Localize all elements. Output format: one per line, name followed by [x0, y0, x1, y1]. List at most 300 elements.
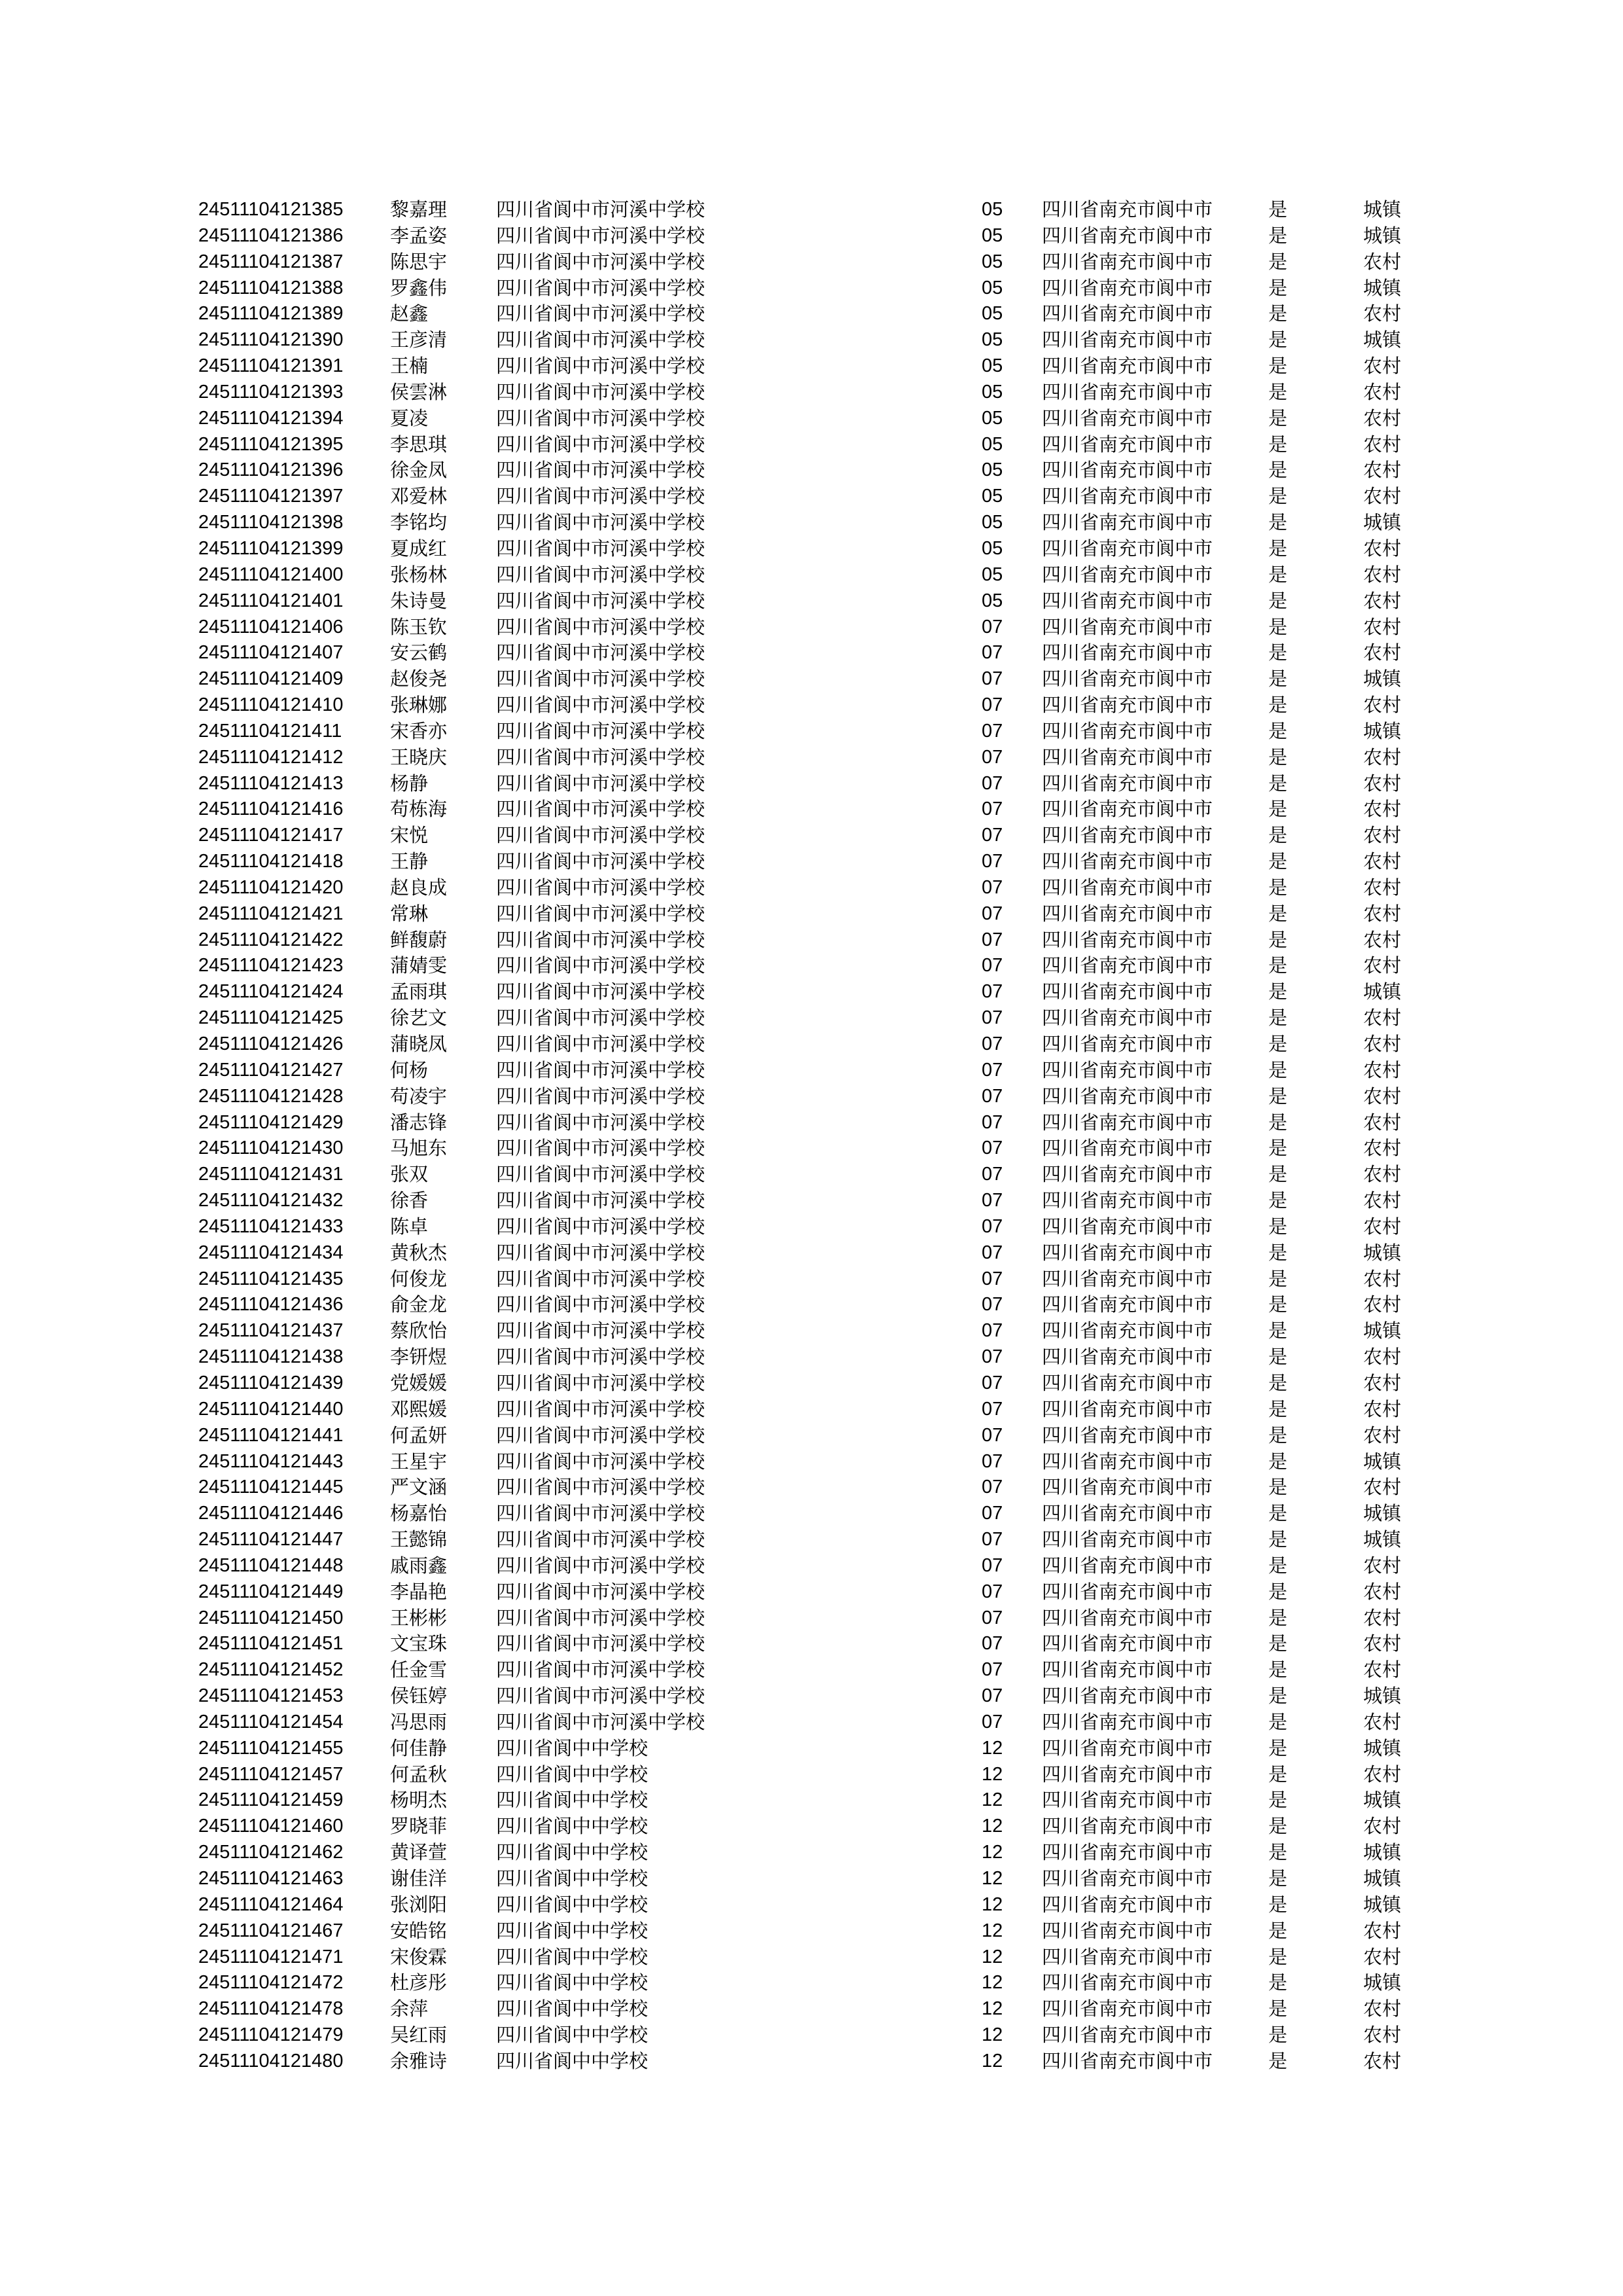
flag-cell: 是 — [1268, 1397, 1288, 1420]
student-name-cell: 马旭东 — [390, 1137, 448, 1160]
student-name-cell: 徐金凤 — [390, 459, 448, 482]
school-cell: 四川省阆中市河溪中学校 — [496, 1085, 705, 1107]
exam-number-cell: 24511104121416 — [198, 798, 344, 820]
flag-cell: 是 — [1268, 980, 1288, 1003]
residence-type-cell: 农村 — [1363, 1606, 1402, 1629]
school-cell: 四川省阆中市河溪中学校 — [496, 876, 705, 899]
school-cell: 四川省阆中市河溪中学校 — [496, 1424, 705, 1446]
region-cell: 四川省南充市阆中市 — [1042, 1945, 1213, 1968]
code-cell: 07 — [982, 1581, 1003, 1602]
flag-cell: 是 — [1268, 772, 1288, 795]
residence-type-cell: 农村 — [1363, 1815, 1402, 1838]
table-row — [0, 1500, 1623, 1526]
code-cell: 12 — [982, 1920, 1003, 1941]
student-name-cell: 蔡欣怡 — [390, 1319, 448, 1342]
region-cell: 四川省南充市阆中市 — [1042, 1215, 1213, 1238]
code-cell: 12 — [982, 1789, 1003, 1811]
school-cell: 四川省阆中中学校 — [496, 1945, 649, 1968]
school-cell: 四川省阆中市河溪中学校 — [496, 589, 705, 612]
code-cell: 05 — [982, 512, 1003, 533]
code-cell: 07 — [982, 1398, 1003, 1420]
student-name-cell: 邓熙媛 — [390, 1397, 448, 1420]
student-name-cell: 陈玉钦 — [390, 615, 448, 638]
student-name-cell: 杨明杰 — [390, 1789, 448, 1812]
code-cell: 07 — [982, 720, 1003, 742]
student-name-cell: 徐香 — [390, 1189, 429, 1212]
school-cell: 四川省阆中市河溪中学校 — [496, 1007, 705, 1030]
school-cell: 四川省阆中市河溪中学校 — [496, 641, 705, 664]
exam-number-cell: 24511104121412 — [198, 746, 344, 768]
residence-type-cell: 城镇 — [1363, 668, 1402, 691]
region-cell: 四川省南充市阆中市 — [1042, 798, 1213, 821]
residence-type-cell: 城镇 — [1363, 1893, 1402, 1916]
residence-type-cell: 农村 — [1363, 1189, 1402, 1212]
school-cell: 四川省阆中市河溪中学校 — [496, 668, 705, 691]
residence-type-cell: 农村 — [1363, 694, 1402, 717]
code-cell: 07 — [982, 1215, 1003, 1237]
flag-cell: 是 — [1268, 1710, 1288, 1733]
region-cell: 四川省南充市阆中市 — [1042, 615, 1213, 638]
region-cell: 四川省南充市阆中市 — [1042, 1841, 1213, 1864]
region-cell: 四川省南充市阆中市 — [1042, 928, 1213, 951]
flag-cell: 是 — [1268, 511, 1288, 534]
residence-type-cell: 农村 — [1363, 1554, 1402, 1577]
school-cell: 四川省阆中市河溪中学校 — [496, 1346, 705, 1369]
table-row — [0, 327, 1623, 353]
residence-type-cell: 城镇 — [1363, 1971, 1402, 1994]
residence-type-cell: 农村 — [1363, 1998, 1402, 2020]
exam-number-cell: 24511104121441 — [198, 1424, 344, 1446]
code-cell: 05 — [982, 355, 1003, 377]
exam-number-cell: 24511104121393 — [198, 381, 344, 403]
table-row — [0, 952, 1623, 978]
exam-number-cell: 24511104121451 — [198, 1633, 344, 1655]
table-row — [0, 1135, 1623, 1161]
exam-number-cell: 24511104121480 — [198, 2050, 344, 2072]
table-row — [0, 848, 1623, 874]
exam-number-cell: 24511104121448 — [198, 1554, 344, 1576]
exam-number-cell: 24511104121406 — [198, 616, 344, 637]
school-cell: 四川省阆中市河溪中学校 — [496, 1267, 705, 1290]
school-cell: 四川省阆中市河溪中学校 — [496, 1163, 705, 1186]
student-name-cell: 王晓庆 — [390, 745, 448, 768]
school-cell: 四川省阆中市河溪中学校 — [496, 537, 705, 560]
exam-number-cell: 24511104121433 — [198, 1215, 344, 1237]
school-cell: 四川省阆中市河溪中学校 — [496, 954, 705, 977]
residence-type-cell: 农村 — [1363, 355, 1402, 378]
table-row — [0, 1109, 1623, 1136]
region-cell: 四川省南充市阆中市 — [1042, 745, 1213, 768]
table-row — [0, 1630, 1623, 1657]
code-cell: 05 — [982, 381, 1003, 403]
exam-number-cell: 24511104121443 — [198, 1450, 344, 1472]
code-cell: 07 — [982, 981, 1003, 1003]
student-name-cell: 李钘煜 — [390, 1346, 448, 1369]
exam-number-cell: 24511104121417 — [198, 825, 344, 846]
table-row — [0, 1266, 1623, 1292]
student-name-cell: 杨嘉怡 — [390, 1502, 448, 1525]
region-cell: 四川省南充市阆中市 — [1042, 668, 1213, 691]
school-cell: 四川省阆中市河溪中学校 — [496, 615, 705, 638]
flag-cell: 是 — [1268, 276, 1288, 299]
student-name-cell: 赵良成 — [390, 876, 448, 899]
code-cell: 07 — [982, 903, 1003, 924]
table-row — [0, 2048, 1623, 2074]
table-row — [0, 1709, 1623, 1735]
student-name-cell: 何孟妍 — [390, 1424, 448, 1446]
residence-type-cell: 农村 — [1363, 954, 1402, 977]
table-row — [0, 353, 1623, 379]
flag-cell: 是 — [1268, 406, 1288, 429]
residence-type-cell: 农村 — [1363, 1215, 1402, 1238]
region-cell: 四川省南充市阆中市 — [1042, 824, 1213, 847]
flag-cell: 是 — [1268, 1267, 1288, 1290]
student-name-cell: 罗鑫伟 — [390, 276, 448, 299]
flag-cell: 是 — [1268, 1763, 1288, 1785]
student-name-cell: 王彦清 — [390, 329, 448, 351]
residence-type-cell: 农村 — [1363, 1111, 1402, 1134]
region-cell: 四川省南充市阆中市 — [1042, 589, 1213, 612]
student-name-cell: 张双 — [390, 1163, 429, 1186]
school-cell: 四川省阆中市河溪中学校 — [496, 1632, 705, 1655]
exam-number-cell: 24511104121401 — [198, 590, 344, 611]
flag-cell: 是 — [1268, 1867, 1288, 1890]
code-cell: 07 — [982, 1138, 1003, 1159]
exam-number-cell: 24511104121399 — [198, 537, 344, 559]
flag-cell: 是 — [1268, 1424, 1288, 1446]
exam-number-cell: 24511104121454 — [198, 1711, 344, 1732]
table-row — [0, 874, 1623, 901]
code-cell: 05 — [982, 407, 1003, 429]
table-row — [0, 457, 1623, 483]
exam-number-cell: 24511104121411 — [198, 720, 342, 742]
student-name-cell: 任金雪 — [390, 1659, 448, 1681]
code-cell: 05 — [982, 224, 1003, 246]
student-name-cell: 安云鹤 — [390, 641, 448, 664]
region-cell: 四川省南充市阆中市 — [1042, 276, 1213, 299]
code-cell: 07 — [982, 1190, 1003, 1211]
region-cell: 四川省南充市阆中市 — [1042, 1580, 1213, 1603]
code-cell: 12 — [982, 1816, 1003, 1837]
region-cell: 四川省南充市阆中市 — [1042, 719, 1213, 742]
flag-cell: 是 — [1268, 1371, 1288, 1394]
student-name-cell: 文宝珠 — [390, 1632, 448, 1655]
flag-cell: 是 — [1268, 1632, 1288, 1655]
code-cell: 07 — [982, 1633, 1003, 1655]
flag-cell: 是 — [1268, 1111, 1288, 1134]
residence-type-cell: 农村 — [1363, 1659, 1402, 1681]
region-cell: 四川省南充市阆中市 — [1042, 1971, 1213, 1994]
exam-number-cell: 24511104121429 — [198, 1111, 344, 1133]
exam-number-cell: 24511104121427 — [198, 1059, 344, 1081]
student-name-cell: 俞金龙 — [390, 1293, 448, 1316]
school-cell: 四川省阆中市河溪中学校 — [496, 1502, 705, 1525]
flag-cell: 是 — [1268, 1841, 1288, 1864]
flag-cell: 是 — [1268, 1007, 1288, 1030]
table-row — [0, 614, 1623, 640]
table-row — [0, 1187, 1623, 1213]
residence-type-cell: 农村 — [1363, 745, 1402, 768]
student-name-cell: 吴红雨 — [390, 2024, 448, 2047]
residence-type-cell: 农村 — [1363, 1397, 1402, 1420]
flag-cell: 是 — [1268, 850, 1288, 873]
region-cell: 四川省南充市阆中市 — [1042, 694, 1213, 717]
code-cell: 07 — [982, 1607, 1003, 1628]
exam-number-cell: 24511104121452 — [198, 1659, 344, 1681]
exam-number-cell: 24511104121440 — [198, 1398, 344, 1420]
flag-cell: 是 — [1268, 1293, 1288, 1316]
residence-type-cell: 城镇 — [1363, 276, 1402, 299]
region-cell: 四川省南充市阆中市 — [1042, 537, 1213, 560]
exam-number-cell: 24511104121391 — [198, 355, 344, 377]
exam-number-cell: 24511104121464 — [198, 1893, 344, 1915]
flag-cell: 是 — [1268, 459, 1288, 482]
region-cell: 四川省南充市阆中市 — [1042, 1111, 1213, 1134]
school-cell: 四川省阆中市河溪中学校 — [496, 798, 705, 821]
code-cell: 07 — [982, 642, 1003, 664]
student-name-cell: 张杨林 — [390, 563, 448, 586]
table-row — [0, 1318, 1623, 1344]
student-name-cell: 常琳 — [390, 902, 429, 925]
code-cell: 12 — [982, 1737, 1003, 1759]
code-cell: 07 — [982, 772, 1003, 794]
residence-type-cell: 城镇 — [1363, 511, 1402, 534]
student-name-cell: 赵俊尧 — [390, 668, 448, 691]
school-cell: 四川省阆中市河溪中学校 — [496, 1450, 705, 1473]
region-cell: 四川省南充市阆中市 — [1042, 641, 1213, 664]
school-cell: 四川省阆中市河溪中学校 — [496, 302, 705, 325]
region-cell: 四川省南充市阆中市 — [1042, 2049, 1213, 2072]
school-cell: 四川省阆中市河溪中学校 — [496, 1397, 705, 1420]
region-cell: 四川省南充市阆中市 — [1042, 772, 1213, 795]
code-cell: 12 — [982, 2050, 1003, 2072]
residence-type-cell: 农村 — [1363, 1137, 1402, 1160]
code-cell: 07 — [982, 1685, 1003, 1707]
student-name-cell: 陈卓 — [390, 1215, 429, 1238]
school-cell: 四川省阆中中学校 — [496, 1998, 649, 2020]
region-cell: 四川省南充市阆中市 — [1042, 1267, 1213, 1290]
region-cell: 四川省南充市阆中市 — [1042, 1346, 1213, 1369]
flag-cell: 是 — [1268, 1058, 1288, 1081]
table-row — [0, 1344, 1623, 1370]
student-name-cell: 陈思宇 — [390, 250, 448, 273]
table-row — [0, 1579, 1623, 1605]
student-name-cell: 苟凌宇 — [390, 1085, 448, 1107]
school-cell: 四川省阆中中学校 — [496, 1841, 649, 1864]
school-cell: 四川省阆中市河溪中学校 — [496, 1528, 705, 1551]
table-row — [0, 431, 1623, 457]
student-name-cell: 苟栋海 — [390, 798, 448, 821]
code-cell: 12 — [982, 1842, 1003, 1863]
table-row — [0, 1892, 1623, 1918]
table-row — [0, 901, 1623, 927]
code-cell: 05 — [982, 277, 1003, 298]
school-cell: 四川省阆中市河溪中学校 — [496, 459, 705, 482]
code-cell: 07 — [982, 1111, 1003, 1133]
flag-cell: 是 — [1268, 1137, 1288, 1160]
table-row — [0, 405, 1623, 431]
region-cell: 四川省南充市阆中市 — [1042, 198, 1213, 221]
student-name-cell: 党媛媛 — [390, 1371, 448, 1394]
region-cell: 四川省南充市阆中市 — [1042, 902, 1213, 925]
student-name-cell: 王楠 — [390, 355, 429, 378]
exam-number-cell: 24511104121432 — [198, 1190, 344, 1211]
residence-type-cell: 城镇 — [1363, 1241, 1402, 1264]
code-cell: 07 — [982, 1424, 1003, 1446]
exam-number-cell: 24511104121426 — [198, 1033, 344, 1054]
flag-cell: 是 — [1268, 615, 1288, 638]
region-cell: 四川省南充市阆中市 — [1042, 876, 1213, 899]
residence-type-cell: 农村 — [1363, 876, 1402, 899]
region-cell: 四川省南充市阆中市 — [1042, 563, 1213, 586]
exam-number-cell: 24511104121424 — [198, 981, 344, 1003]
school-cell: 四川省阆中市河溪中学校 — [496, 511, 705, 534]
exam-number-cell: 24511104121446 — [198, 1503, 344, 1524]
table-row — [0, 978, 1623, 1005]
school-cell: 四川省阆中市河溪中学校 — [496, 406, 705, 429]
school-cell: 四川省阆中中学校 — [496, 1867, 649, 1890]
table-row — [0, 744, 1623, 770]
code-cell: 07 — [982, 1164, 1003, 1185]
residence-type-cell: 农村 — [1363, 1763, 1402, 1785]
code-cell: 12 — [982, 2024, 1003, 2046]
flag-cell: 是 — [1268, 1606, 1288, 1629]
table-row — [0, 1031, 1623, 1057]
region-cell: 四川省南充市阆中市 — [1042, 1867, 1213, 1890]
student-name-cell: 何杨 — [390, 1058, 429, 1081]
student-name-cell: 宋悦 — [390, 824, 429, 847]
residence-type-cell: 农村 — [1363, 302, 1402, 325]
school-cell: 四川省阆中市河溪中学校 — [496, 694, 705, 717]
school-cell: 四川省阆中市河溪中学校 — [496, 1241, 705, 1264]
flag-cell: 是 — [1268, 1163, 1288, 1186]
table-row — [0, 1005, 1623, 1031]
exam-number-cell: 24511104121425 — [198, 1007, 344, 1029]
residence-type-cell: 农村 — [1363, 772, 1402, 795]
school-cell: 四川省阆中市河溪中学校 — [496, 329, 705, 351]
residence-type-cell: 城镇 — [1363, 980, 1402, 1003]
school-cell: 四川省阆中市河溪中学校 — [496, 1606, 705, 1629]
student-name-cell: 杜彦彤 — [390, 1971, 448, 1994]
residence-type-cell: 农村 — [1363, 485, 1402, 508]
school-cell: 四川省阆中市河溪中学校 — [496, 250, 705, 273]
student-table — [0, 196, 1623, 2074]
region-cell: 四川省南充市阆中市 — [1042, 433, 1213, 456]
exam-number-cell: 24511104121463 — [198, 1868, 344, 1889]
residence-type-cell: 农村 — [1363, 250, 1402, 273]
school-cell: 四川省阆中市河溪中学校 — [496, 1137, 705, 1160]
school-cell: 四川省阆中市河溪中学校 — [496, 1554, 705, 1577]
residence-type-cell: 农村 — [1363, 537, 1402, 560]
exam-number-cell: 24511104121394 — [198, 407, 344, 429]
code-cell: 07 — [982, 1529, 1003, 1551]
student-name-cell: 夏凌 — [390, 406, 429, 429]
exam-number-cell: 24511104121389 — [198, 303, 344, 325]
school-cell: 四川省阆中市河溪中学校 — [496, 1033, 705, 1055]
region-cell: 四川省南充市阆中市 — [1042, 224, 1213, 247]
school-cell: 四川省阆中市河溪中学校 — [496, 1111, 705, 1134]
table-row — [0, 379, 1623, 405]
flag-cell: 是 — [1268, 1476, 1288, 1499]
school-cell: 四川省阆中中学校 — [496, 1815, 649, 1838]
region-cell: 四川省南充市阆中市 — [1042, 954, 1213, 977]
code-cell: 07 — [982, 1007, 1003, 1029]
exam-number-cell: 24511104121387 — [198, 251, 344, 272]
code-cell: 07 — [982, 955, 1003, 977]
table-row — [0, 588, 1623, 614]
student-name-cell: 罗晓菲 — [390, 1815, 448, 1838]
school-cell: 四川省阆中市河溪中学校 — [496, 1371, 705, 1394]
code-cell: 07 — [982, 1059, 1003, 1081]
student-name-cell: 邓爱林 — [390, 485, 448, 508]
exam-number-cell: 24511104121385 — [198, 199, 344, 220]
exam-number-cell: 24511104121445 — [198, 1477, 344, 1498]
student-name-cell: 余萍 — [390, 1998, 429, 2020]
code-cell: 12 — [982, 1763, 1003, 1785]
student-name-cell: 谢佳洋 — [390, 1867, 448, 1890]
exam-number-cell: 24511104121400 — [198, 564, 344, 585]
school-cell: 四川省阆中市河溪中学校 — [496, 1293, 705, 1316]
flag-cell: 是 — [1268, 798, 1288, 821]
table-row — [0, 1761, 1623, 1787]
residence-type-cell: 城镇 — [1363, 1319, 1402, 1342]
exam-number-cell: 24511104121479 — [198, 2024, 344, 2046]
region-cell: 四川省南充市阆中市 — [1042, 1397, 1213, 1420]
residence-type-cell: 农村 — [1363, 1632, 1402, 1655]
exam-number-cell: 24511104121423 — [198, 955, 344, 977]
table-row — [0, 718, 1623, 744]
code-cell: 12 — [982, 1893, 1003, 1915]
school-cell: 四川省阆中市河溪中学校 — [496, 719, 705, 742]
flag-cell: 是 — [1268, 1893, 1288, 1916]
student-name-cell: 夏成红 — [390, 537, 448, 560]
exam-number-cell: 24511104121396 — [198, 459, 344, 481]
school-cell: 四川省阆中市河溪中学校 — [496, 850, 705, 873]
residence-type-cell: 城镇 — [1363, 1736, 1402, 1759]
flag-cell: 是 — [1268, 745, 1288, 768]
region-cell: 四川省南充市阆中市 — [1042, 1476, 1213, 1499]
table-row — [0, 666, 1623, 692]
exam-number-cell: 24511104121397 — [198, 486, 344, 507]
region-cell: 四川省南充市阆中市 — [1042, 302, 1213, 325]
residence-type-cell: 农村 — [1363, 615, 1402, 638]
residence-type-cell: 农村 — [1363, 641, 1402, 664]
table-row — [0, 1918, 1623, 1944]
region-cell: 四川省南充市阆中市 — [1042, 1371, 1213, 1394]
code-cell: 05 — [982, 199, 1003, 220]
school-cell: 四川省阆中市河溪中学校 — [496, 1189, 705, 1212]
table-row — [0, 1969, 1623, 1996]
table-row — [0, 639, 1623, 666]
exam-number-cell: 24511104121422 — [198, 929, 344, 950]
student-name-cell: 宋香亦 — [390, 719, 448, 742]
flag-cell: 是 — [1268, 1971, 1288, 1994]
residence-type-cell: 农村 — [1363, 2049, 1402, 2072]
student-name-cell: 徐艺文 — [390, 1007, 448, 1030]
exam-number-cell: 24511104121447 — [198, 1529, 344, 1551]
exam-number-cell: 24511104121457 — [198, 1763, 344, 1785]
table-row — [0, 1657, 1623, 1683]
code-cell: 07 — [982, 798, 1003, 820]
exam-number-cell: 24511104121421 — [198, 903, 344, 924]
flag-cell: 是 — [1268, 1580, 1288, 1603]
code-cell: 07 — [982, 1268, 1003, 1289]
exam-number-cell: 24511104121428 — [198, 1085, 344, 1107]
region-cell: 四川省南充市阆中市 — [1042, 1919, 1213, 1942]
residence-type-cell: 农村 — [1363, 928, 1402, 951]
region-cell: 四川省南充市阆中市 — [1042, 1815, 1213, 1838]
exam-number-cell: 24511104121459 — [198, 1789, 344, 1811]
